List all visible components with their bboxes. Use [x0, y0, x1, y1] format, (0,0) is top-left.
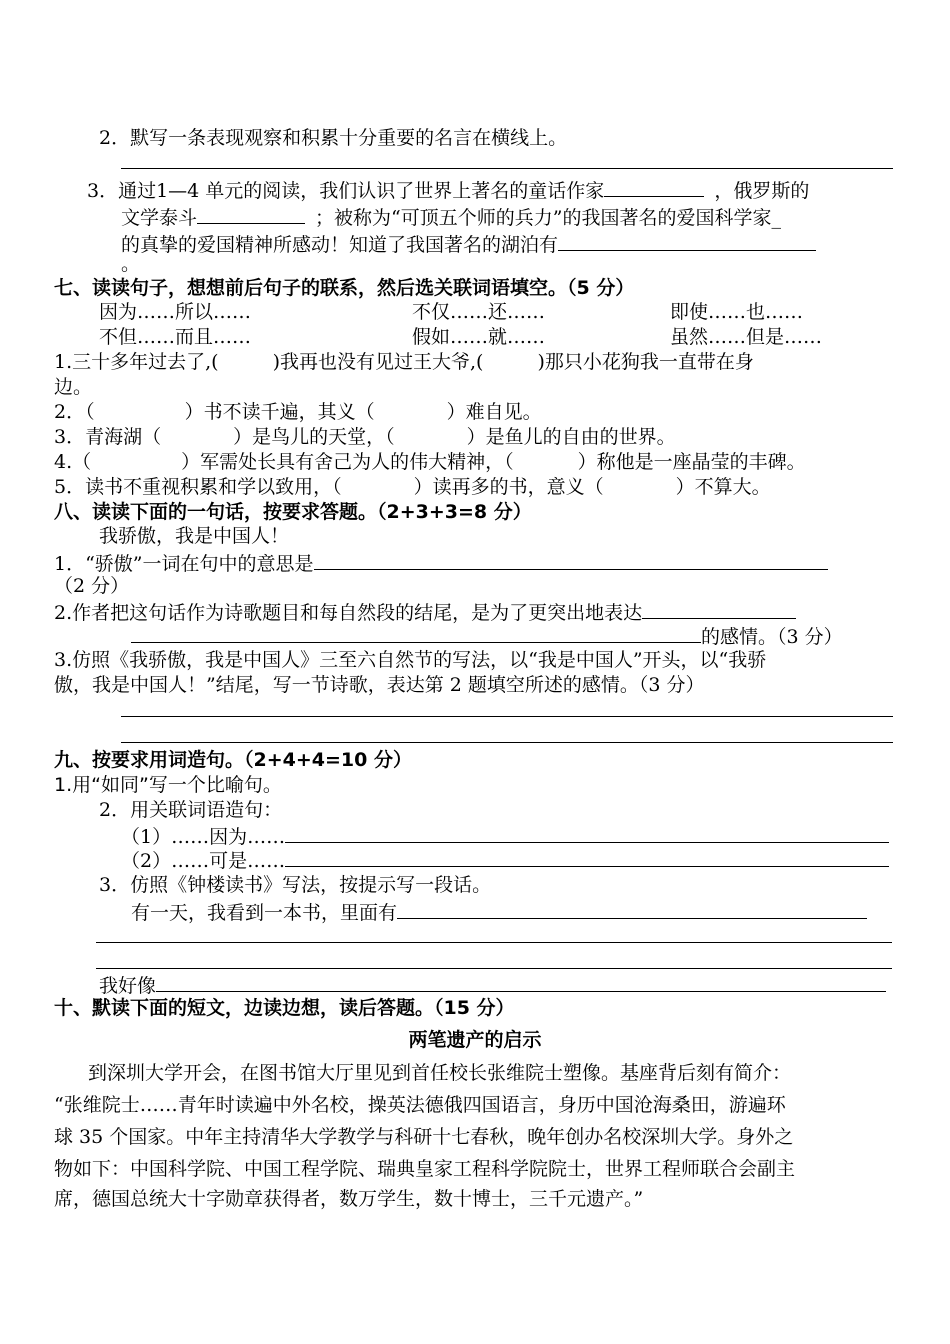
s6-q2-answer-line[interactable]	[121, 168, 893, 169]
s8-q1-score: （2 分）	[54, 575, 130, 597]
s8-q1-answer-line[interactable]	[314, 549, 828, 570]
s6-q3-line3: 的真挚的爱国精神所感动！知道了我国著名的湖泊有	[121, 230, 816, 257]
s7-option: 虽然……但是……	[670, 326, 823, 348]
article-paragraph-line: 球 35 个国家。中年主持清华大学教学与科研十七春秋，晚年创办名校深圳大学。身外之	[54, 1126, 794, 1148]
s9-q2-1: （1）……因为……	[121, 822, 889, 849]
s9-q1: 1.用“如同”写一个比喻句。	[54, 774, 282, 796]
s8-quote: 我骄傲，我是中国人！	[99, 525, 290, 547]
s9-title: 九、按要求用词造句。（2+4+4=10 分）	[54, 749, 412, 771]
s9-q3-line1: 有一天，我看到一本书，里面有	[131, 898, 867, 925]
s8-q2-line1: 2.作者把这句话作为诗歌题目和每自然段的结尾，是为了更突出地表达	[54, 598, 796, 625]
s10-title: 十、默读下面的短文，边读边想，读后答题。（15 分）	[54, 997, 515, 1019]
s6-q3-blank-writer[interactable]	[604, 176, 704, 197]
s7-option: 不仅……还……	[412, 301, 546, 323]
s6-q3-blank-tolstoy[interactable]	[197, 203, 305, 224]
s7-q5: 5．读书不重视积累和学以致用，（ ）读再多的书，意义（ ）不算大。	[54, 476, 771, 498]
article-paragraph-line: 到深圳大学开会，在图书馆大厅里见到首任校长张维院士塑像。基座背后刻有简介：	[88, 1062, 792, 1084]
s7-option: 因为……所以……	[99, 301, 252, 323]
s7-option: 即使……也……	[670, 301, 804, 323]
s7-q2: 2．（ ）书不读千遍，其义（ ）难自见。	[54, 401, 542, 423]
s6-q3-line2: 文学泰斗 ；被称为“可顶五个师的兵力”的我国著名的爱国科学家_	[121, 203, 781, 230]
s7-q1-line1: 1.三十多年过去了,( )我再也没有见过王大爷,( )那只小花狗我一直带在身	[54, 351, 754, 373]
s8-title: 八、读读下面的一句话，按要求答题。（2+3+3=8 分）	[54, 501, 532, 523]
article-paragraph-line: “张维院士……青年时读遍中外名校，操英法德俄四国语言，身历中国沧海桑田，游遍环	[54, 1094, 786, 1116]
s8-q2-line2: 的感情。（3 分）	[131, 622, 843, 649]
article-paragraph-line: 席，德国总统大十字勋章获得者，数万学生，数十博士，三千元遗产。”	[54, 1188, 644, 1210]
s7-option: 不但……而且……	[99, 326, 252, 348]
s8-q3-answer-line[interactable]	[121, 742, 893, 743]
s9-q3-answer-line[interactable]	[96, 968, 892, 969]
s8-q3-answer-line[interactable]	[121, 716, 893, 717]
s8-q2-answer-line1[interactable]	[642, 598, 796, 619]
s6-q3-line1: 3．通过1—4 单元的阅读，我们认识了世界上著名的童话作家 ，俄罗斯的	[87, 176, 809, 203]
s6-q3-line4: 。	[121, 253, 141, 275]
s9-q3-line-last: 我好像	[99, 971, 886, 998]
s7-title: 七、读读句子，想想前后句子的联系，然后选关联词语填空。（5 分）	[54, 277, 635, 299]
s6-q3-blank-lake[interactable]	[558, 230, 816, 251]
s8-q3-line2: 傲，我是中国人！”结尾，写一节诗歌，表达第 2 题填空所述的感情。（3 分）	[54, 674, 705, 696]
s9-q3: 3．仿照《钟楼读书》写法，按提示写一段话。	[99, 874, 492, 896]
s7-q4: 4.（ ）军需处长具有舍己为人的伟大精神，（ ）称他是一座晶莹的丰碑。	[54, 451, 806, 473]
s8-q1: 1．“骄傲”一词在句中的意思是	[54, 549, 828, 576]
s9-q2-1-answer-line[interactable]	[285, 822, 889, 843]
s9-q2-2-answer-line[interactable]	[285, 846, 889, 867]
s9-q3-answer-line[interactable]	[96, 942, 892, 943]
s9-q2: 2．用关联词语造句：	[99, 799, 283, 821]
article-paragraph-line: 物如下：中国科学院、中国工程学院、瑞典皇家工程科学院院士，世界工程师联合会副主	[54, 1158, 796, 1180]
s8-q2-answer-line2[interactable]	[131, 622, 701, 643]
s6-q2: 2．默写一条表现观察和积累十分重要的名言在横线上。	[99, 127, 568, 149]
s9-q3-answer-line1[interactable]	[397, 898, 867, 919]
s7-q1-line2: 边。	[54, 376, 93, 398]
s8-q3-line1: 3.仿照《我骄傲，我是中国人》三至六自然节的写法，以“我是中国人”开头，以“我骄	[54, 649, 767, 671]
s7-q3: 3．青海湖（ ）是鸟儿的天堂，（ ）是鱼儿的自由的世界。	[54, 426, 676, 448]
s9-q3-answer-line-last[interactable]	[156, 971, 886, 992]
s7-option: 假如……就……	[412, 326, 546, 348]
s9-q2-2: （2）……可是……	[121, 846, 889, 873]
article-title: 两笔遗产的启示	[408, 1029, 542, 1051]
